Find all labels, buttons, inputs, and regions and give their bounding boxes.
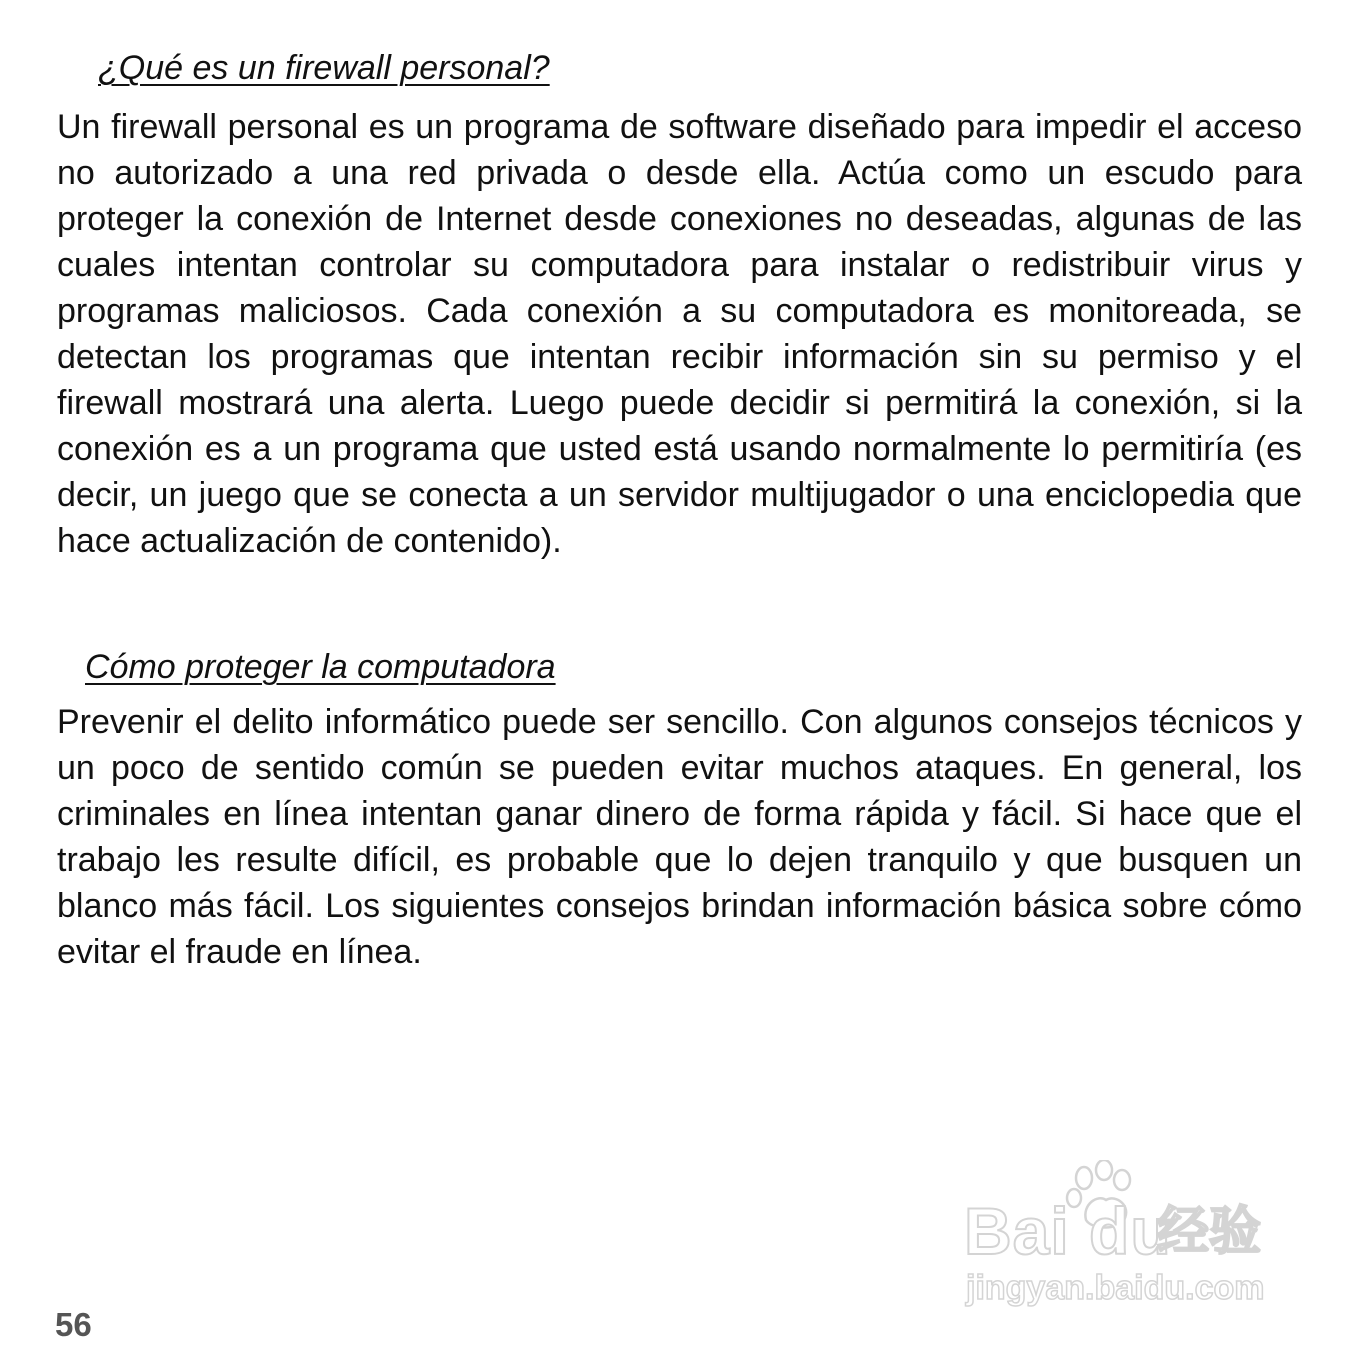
watermark-url: jingyan.baidu.com xyxy=(966,1269,1265,1307)
section-heading-protect: Cómo proteger la computadora xyxy=(85,648,556,686)
paragraph-firewall: Un firewall personal es un programa de software diseñado para impedir el acceso no autorizado a una red privada o desde ella. Actúa como un escudo para proteger la conexión de Internet desde conexiones no deseadas, algunas de las cuales intentan controlar su computadora para instalar o redistribuir virus y programas maliciosos. Cada conexión a su computadora es monitoreada, se detectan los programas que intentan recibir información sin su permiso y el firewall mostrará una alerta. Luego puede decidir si permitirá la conexión, si la conexión es a un programa que usted está usando normalmente lo permitiría (es decir, un juego que se conecta a un servidor multijugador o una enciclopedia que hace actualización de contenido). xyxy=(57,108,1302,560)
paragraph-protect: Prevenir el delito informático puede ser sencillo. Con algunos consejos técnicos y un poco de sentido común se pueden evitar muchos ataques. En general, los criminales en línea intentan ganar dinero de forma rápida y fácil. Si hace que el trabajo les resulte difícil, es probable que lo dejen tranquilo y que busquen un blanco más fácil. Los siguientes consejos brindan información básica sobre cómo evitar el fraude en línea. xyxy=(57,703,1302,971)
baidu-watermark xyxy=(962,1150,1292,1310)
section-heading-firewall: ¿Qué es un firewall personal? xyxy=(98,49,550,87)
watermark-chinese: 经验 xyxy=(1157,1203,1262,1261)
watermark-brand: Bai du xyxy=(964,1194,1172,1268)
page-number: 56 xyxy=(55,1306,92,1343)
